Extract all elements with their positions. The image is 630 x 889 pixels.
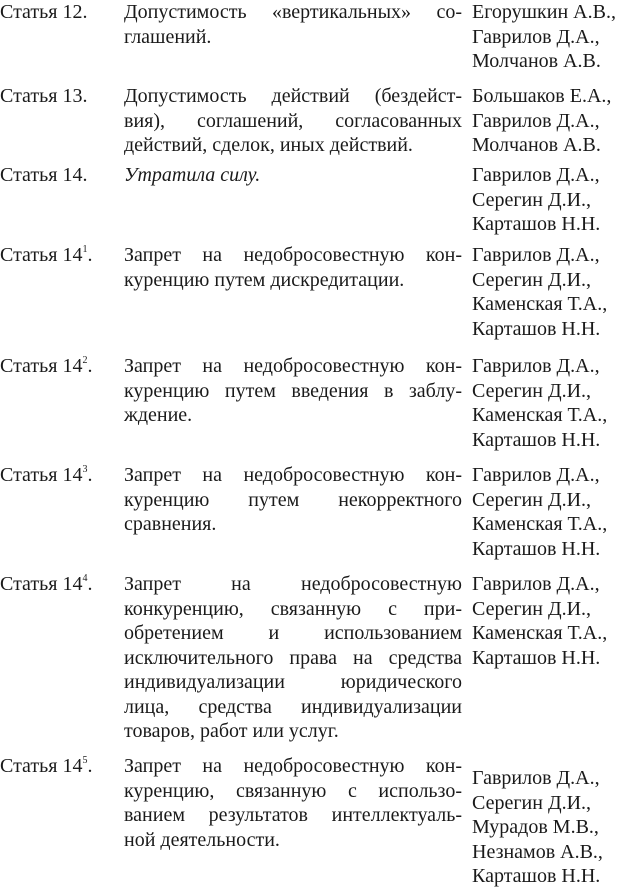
author-name: Гаврилов Д.А.,	[472, 355, 600, 377]
article-title	[124, 754, 462, 852]
article-title-line: товаров, работ или услуг.	[124, 720, 339, 742]
article-number: Статья $14^2$.	[0, 355, 93, 377]
article-title-line: Запрет на недобросовестную кон-	[124, 355, 462, 377]
article-number: Статья $14^5$.	[0, 755, 93, 777]
author-name: Серегин Д.И.,	[472, 597, 592, 620]
article-number: Статья $14^4$.	[0, 573, 93, 595]
article-title-line: Утратила силу.	[124, 164, 261, 186]
author-name: Серегин Д.И.,	[472, 379, 592, 402]
author-name: Каменская Т.А.,	[472, 513, 608, 535]
article-number: Статья 14.	[0, 164, 88, 186]
article-number: Статья $14^3$.	[0, 464, 93, 486]
article-authors	[472, 766, 630, 889]
author-name: Каменская Т.А.,	[472, 293, 608, 315]
article-title-line: Запрет на недобросовестную	[124, 573, 462, 595]
article-title-line: Запрет на недобросовестную кон-	[124, 464, 462, 486]
article-authors	[472, 354, 630, 452]
article-number-text: Статья 14	[0, 244, 83, 266]
author-name: Каменская Т.А.,	[472, 622, 608, 644]
author-name: Гаврилов Д.А.,	[472, 25, 600, 48]
author-name: Гаврилов Д.А.,	[472, 767, 600, 789]
author-name: Серегин Д.И.,	[472, 488, 592, 511]
article-title-line: глашений.	[124, 25, 212, 48]
article-title-line: ждение.	[124, 404, 193, 426]
author-name: Незнамов А.В.,	[472, 840, 603, 863]
article-title	[124, 163, 462, 188]
author-name: Карташов Н.Н.	[472, 646, 601, 669]
article-number-text: Статья 14	[0, 464, 83, 486]
article-authors	[472, 463, 630, 561]
author-name: Серегин Д.И.,	[472, 188, 592, 211]
author-name: Молчанов А.В.	[472, 50, 601, 72]
article-authors	[472, 84, 630, 158]
article-title-line: обретением и использованием	[124, 622, 462, 644]
author-name: Гаврилов Д.А.,	[472, 164, 600, 186]
article-title	[124, 243, 462, 292]
article-title-line: сравнения.	[124, 513, 217, 535]
article-number: Статья 12.	[0, 1, 88, 23]
author-name: Серегин Д.И.,	[472, 791, 592, 814]
article-number-text: Статья 14	[0, 355, 83, 377]
article-title-line: ной деятельности.	[124, 828, 280, 851]
article-title-line: конкуренцию, связанную с при-	[124, 597, 462, 620]
article-title-line: куренцию путем дискредитации.	[124, 268, 405, 291]
article-title	[124, 354, 462, 428]
author-name: Карташов Н.Н.	[472, 865, 601, 887]
article-title-line: исключительного права на средства	[124, 646, 462, 669]
article-title	[124, 0, 462, 49]
article-authors	[472, 572, 630, 670]
article-number: Статья $14^1$.	[0, 244, 93, 266]
article-title-line: Запрет на недобросовестную кон-	[124, 244, 462, 266]
article-title-line: Запрет на недобросовестную кон-	[124, 755, 462, 777]
author-name: Каменская Т.А.,	[472, 404, 608, 426]
article-number-text: Статья 14	[0, 573, 83, 595]
article-title-line: лица, средства индивидуализации	[124, 695, 462, 718]
article-title-line: куренцию, связанную с использо-	[124, 779, 462, 802]
article-number-superscript: 3	[82, 464, 88, 475]
article-title-line: куренцию путем некорректного	[124, 488, 462, 511]
article-title-line: вия), соглашений, согласованных	[124, 109, 462, 132]
author-name: Карташов Н.Н.	[472, 428, 601, 451]
author-name: Карташов Н.Н.	[472, 537, 601, 560]
article-number-superscript: 1	[82, 244, 88, 255]
author-name: Гаврилов Д.А.,	[472, 573, 600, 595]
article-number-superscript: 5	[82, 755, 88, 766]
article-title-line: Допустимость действий (бездейст-	[124, 85, 462, 107]
author-name: Молчанов А.В.	[472, 134, 601, 156]
author-name: Егорушкин А.В.,	[472, 1, 616, 23]
article-title-line: куренцию путем введения в заблу-	[124, 379, 462, 402]
author-name: Гаврилов Д.А.,	[472, 244, 600, 266]
author-name: Гаврилов Д.А.,	[472, 109, 600, 132]
article-authors	[472, 0, 630, 74]
author-name: Карташов Н.Н.	[472, 317, 601, 340]
author-name: Карташов Н.Н.	[472, 213, 601, 235]
article-number-superscript: 4	[82, 573, 88, 584]
article-authors	[472, 243, 630, 341]
article-title-line: Допустимость «вертикальных» со-	[124, 1, 462, 23]
article-number-superscript: 2	[82, 355, 88, 366]
article-authors	[472, 163, 630, 237]
article-number: Статья 13.	[0, 85, 88, 107]
article-title-line: ванием результатов интеллектуаль-	[124, 804, 462, 826]
author-name: Гаврилов Д.А.,	[472, 464, 600, 486]
article-title	[124, 84, 462, 158]
article-title-line: действий, сделок, иных действий.	[124, 134, 413, 156]
article-title	[124, 572, 462, 744]
article-title-line: индивидуализации юридического	[124, 671, 462, 693]
author-name: Мурадов М.В.,	[472, 816, 599, 838]
author-name: Большаков Е.А.,	[472, 85, 612, 107]
article-title	[124, 463, 462, 537]
author-name: Серегин Д.И.,	[472, 268, 592, 291]
article-number-text: Статья 14	[0, 755, 83, 777]
